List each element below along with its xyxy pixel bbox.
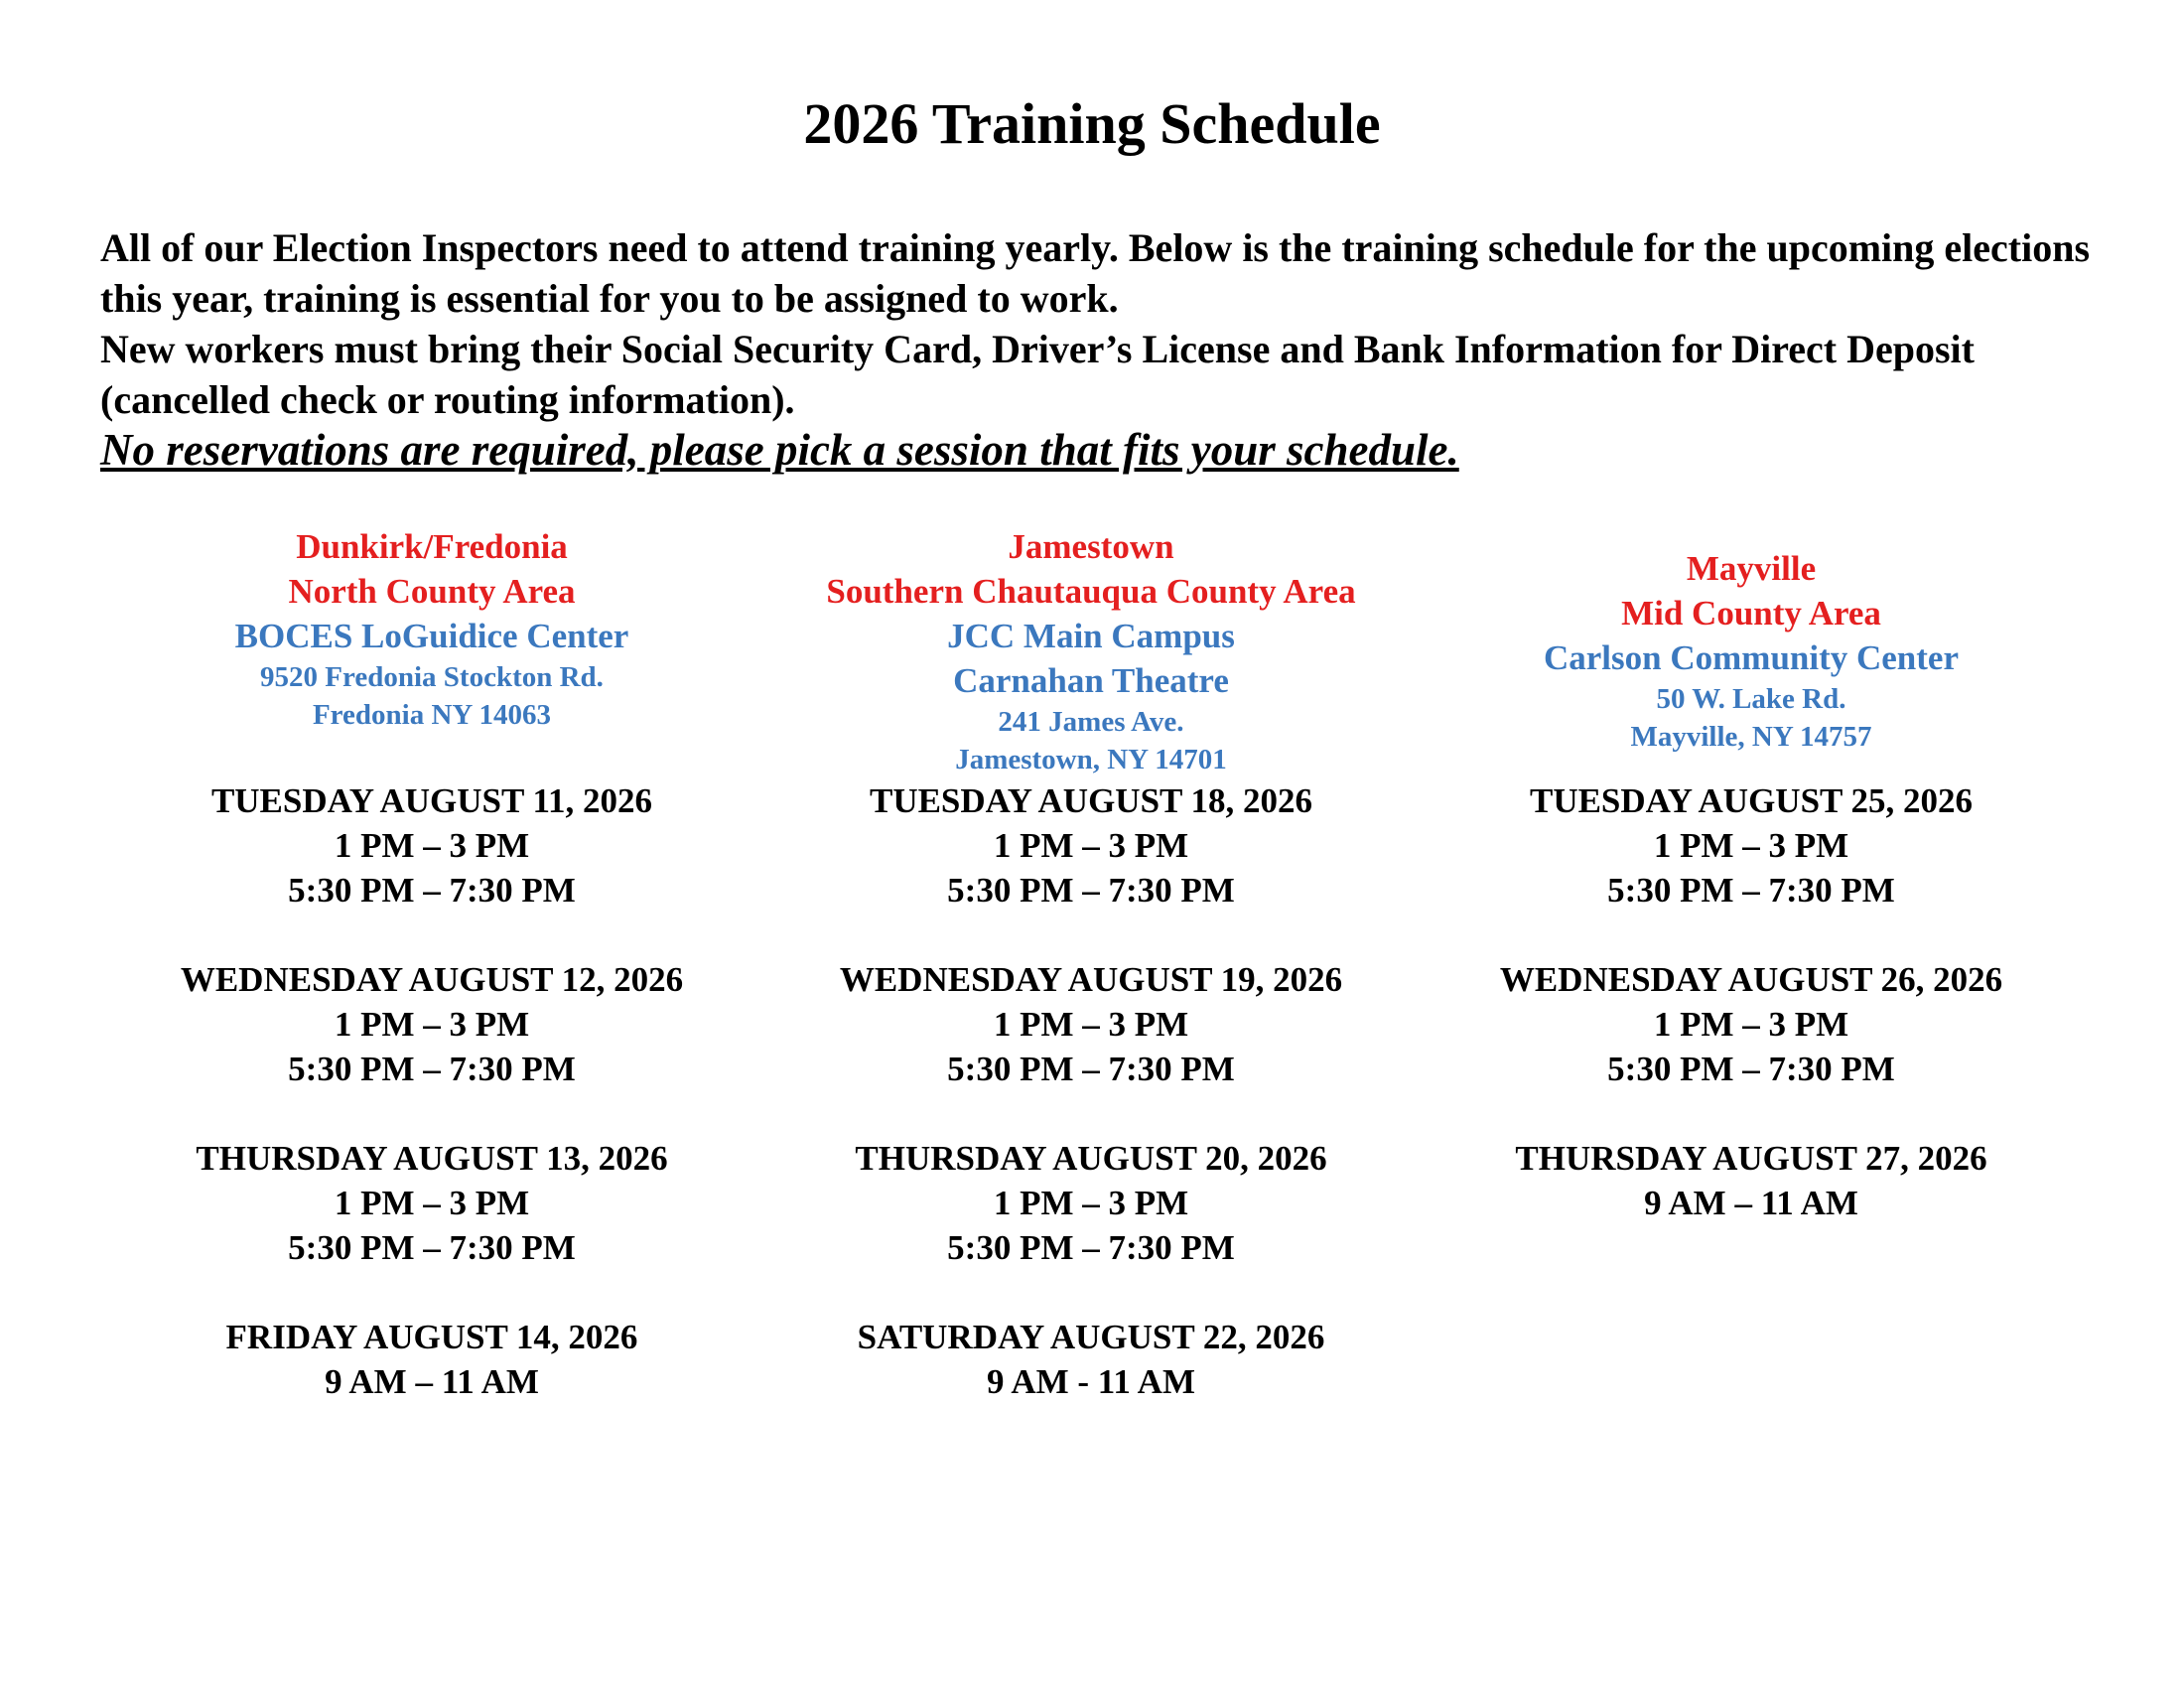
intro-text xyxy=(100,222,2106,477)
location-area: North County Area xyxy=(288,572,576,611)
location-citystate: Jamestown, NY 14701 xyxy=(955,744,1227,775)
location-header-dunkirk xyxy=(94,524,769,734)
session-time: 5:30 PM – 7:30 PM xyxy=(947,871,1235,910)
location-venue: BOCES LoGuidice Center xyxy=(234,617,629,655)
session-date: SATURDAY AUGUST 22, 2026 xyxy=(857,1318,1325,1356)
session-list-mayville xyxy=(1414,778,2089,1270)
page-title: 2026 Training Schedule xyxy=(803,91,1381,156)
session-time: 1 PM – 3 PM xyxy=(1653,826,1849,865)
session-list-dunkirk xyxy=(94,778,769,1449)
location-street: 241 James Ave. xyxy=(998,706,1184,738)
session-day xyxy=(753,1315,1429,1404)
session-time: 1 PM – 3 PM xyxy=(993,1005,1189,1044)
no-reservations-note: No reservations are required, please pick a session that fits your schedule. xyxy=(100,425,1459,475)
location-street: 50 W. Lake Rd. xyxy=(1656,683,1846,715)
location-header-jamestown xyxy=(753,524,1429,778)
session-day xyxy=(753,1136,1429,1270)
session-time: 5:30 PM – 7:30 PM xyxy=(288,1050,576,1088)
session-date: FRIDAY AUGUST 14, 2026 xyxy=(225,1318,638,1356)
session-day xyxy=(94,1136,769,1270)
session-time: 5:30 PM – 7:30 PM xyxy=(288,1228,576,1267)
location-venue: JCC Main Campus xyxy=(947,617,1235,655)
session-day xyxy=(1414,1136,2089,1225)
location-citystate: Mayville, NY 14757 xyxy=(1630,721,1872,753)
session-list-jamestown xyxy=(753,778,1429,1449)
session-day xyxy=(1414,778,2089,913)
session-time: 5:30 PM – 7:30 PM xyxy=(288,871,576,910)
session-day xyxy=(94,778,769,913)
session-time: 1 PM – 3 PM xyxy=(334,1005,530,1044)
location-city: Dunkirk/Fredonia xyxy=(296,527,568,566)
session-day xyxy=(753,957,1429,1091)
intro-paragraph-1: All of our Election Inspectors need to attend training yearly. Below is the training schedule for the upcoming elections this year, training is essential for you to be assigned to work. xyxy=(100,225,2091,321)
session-time: 5:30 PM – 7:30 PM xyxy=(947,1050,1235,1088)
intro-paragraph-2: New workers must bring their Social Security Card, Driver’s License and Bank Information for Direct Deposit (cancelled check or routing information). xyxy=(100,327,1975,422)
session-day xyxy=(1414,957,2089,1091)
session-date: TUESDAY AUGUST 11, 2026 xyxy=(210,781,653,820)
session-date: TUESDAY AUGUST 18, 2026 xyxy=(869,781,1313,820)
location-venue: Carlson Community Center xyxy=(1543,638,1960,677)
session-day xyxy=(753,778,1429,913)
session-date: THURSDAY AUGUST 13, 2026 xyxy=(196,1139,668,1178)
location-city: Jamestown xyxy=(1008,527,1174,566)
session-time: 5:30 PM – 7:30 PM xyxy=(1607,871,1895,910)
location-city: Mayville xyxy=(1686,549,1817,588)
session-time: 9 AM – 11 AM xyxy=(1644,1184,1858,1222)
session-time: 9 AM – 11 AM xyxy=(325,1362,539,1401)
location-area: Southern Chautauqua County Area xyxy=(826,572,1356,611)
session-time: 5:30 PM – 7:30 PM xyxy=(1607,1050,1895,1088)
session-date: THURSDAY AUGUST 27, 2026 xyxy=(1515,1139,1987,1178)
session-time: 1 PM – 3 PM xyxy=(334,1184,530,1222)
session-time: 1 PM – 3 PM xyxy=(1653,1005,1849,1044)
session-date: WEDNESDAY AUGUST 19, 2026 xyxy=(839,960,1343,999)
session-time: 9 AM - 11 AM xyxy=(987,1362,1195,1401)
session-time: 1 PM – 3 PM xyxy=(993,1184,1189,1222)
session-time: 1 PM – 3 PM xyxy=(993,826,1189,865)
session-date: THURSDAY AUGUST 20, 2026 xyxy=(855,1139,1327,1178)
session-time: 1 PM – 3 PM xyxy=(334,826,530,865)
location-citystate: Fredonia NY 14063 xyxy=(312,699,552,731)
location-header-mayville xyxy=(1414,546,2089,756)
session-day xyxy=(94,957,769,1091)
location-area: Mid County Area xyxy=(1621,594,1881,633)
session-date: TUESDAY AUGUST 25, 2026 xyxy=(1529,781,1974,820)
session-date: WEDNESDAY AUGUST 12, 2026 xyxy=(180,960,684,999)
session-date: WEDNESDAY AUGUST 26, 2026 xyxy=(1499,960,2003,999)
session-time: 5:30 PM – 7:30 PM xyxy=(947,1228,1235,1267)
session-day xyxy=(94,1315,769,1404)
location-street: 9520 Fredonia Stockton Rd. xyxy=(260,661,604,693)
location-venue-secondary: Carnahan Theatre xyxy=(953,661,1229,700)
